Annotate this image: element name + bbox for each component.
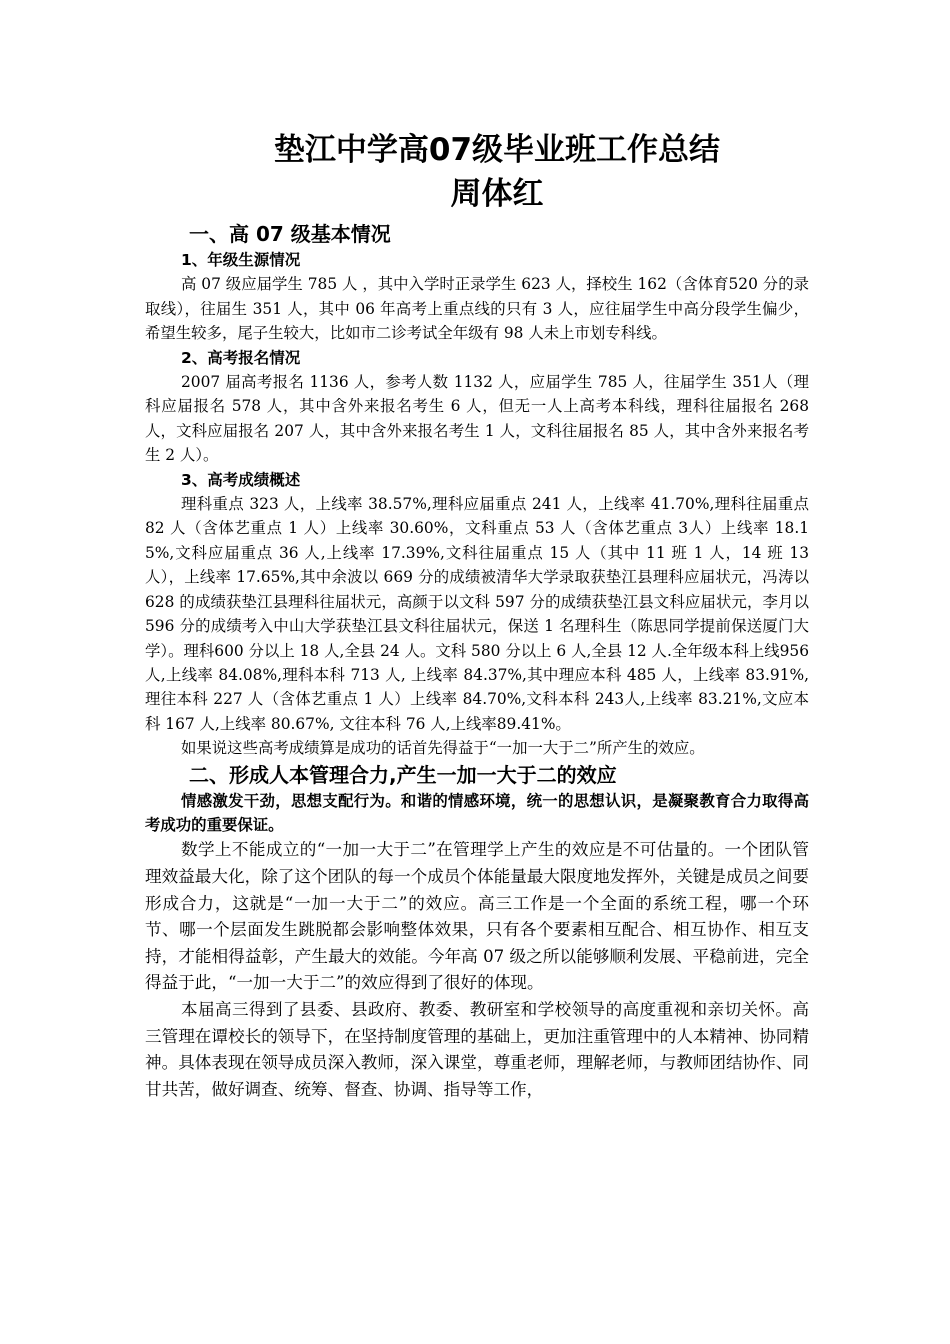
paragraph-results-conclusion: 如果说这些高考成绩算是成功的话首先得益于“一加一大于二”所产生的效应。 [181, 739, 705, 758]
subsection-heading-students: 1、年级生源情况 [181, 251, 301, 269]
subsection-heading-results: 3、高考成绩概述 [181, 470, 301, 489]
subsection-heading-registration: 2、高考报名情况 [181, 348, 301, 367]
document-author: 周体红 [450, 176, 544, 212]
paragraph-lead-bold: 情感激发干劲，思想支配行为。和谐的情感环境，统一的思想认识，是凝聚教育合力取得高考成功的重要保证。 [145, 791, 809, 834]
section-heading-2: 二、形成人本管理合力,产生一加一大于二的效应 [189, 762, 617, 787]
section-heading-1: 一、高 07 级基本情况 [189, 222, 391, 246]
document-title: 垫江中学高07级毕业班工作总结 [273, 132, 721, 168]
paragraph-results: 理科重点 323 人，上线率 38.57%,理科应届重点 241 人，上线率 41.70%,理科往届重点 82 人（含体艺重点 1 人）上线率 30.60%，文科重点 53 人（含体艺重点 3人）上线率 18.15%,文科应届重点 36 人,上线率 17.39%,文科往届重点 15 人（其中 11 班 1 人，14 班 13 人），上线率 17.65%,其中余波以 669 分的成绩被清华大学录取获垫江县理科应届状元，冯涛以 628 的成绩获垫江县理科往届状元，高颜于以文科 597 分的成绩获垫江县文科应届状元，李月以 596 分的成绩考入中山大学获垫江县文科往届状元，保送 1 名理科生（陈思同学提前保送厦门大学）。理科600 分以上 18 人,全县 24 人。文科 580 分以上 6 人,全县 12 人.全年级本科上线956 人,上线率 84.08%,理科本科 713 人, 上线率 84.37%,其中理应本科 485 人，上线率 83.91%,理往本科 227 人（含体艺重点 1 人）上线率 84.70%,文科本科 243人,上线率 83.21%,文应本科 167 人,上线率 80.67%, 文往本科 76 人,上线率89.41%。 [145, 495, 809, 733]
paragraph-leadership: 本届高三得到了县委、县政府、教委、教研室和学校领导的高度重视和亲切关怀。高三管理在谭校长的领导下，在坚持制度管理的基础上，更加注重管理中的人本精神、协同精神。具体表现在领导成员深入教师，深入课堂，尊重老师，理解老师，与教师团结协作、同甘共苦，做好调查、统筹、督查、协调、指导等工作， [145, 999, 809, 1099]
paragraph-registration: 2007 届高考报名 1136 人，参考人数 1132 人，应届学生 785 人，往届学生 351人（理科应届报名 578 人，其中含外来报名考生 6 人，但无一人上高考本科线，理科往届报名 268 人，文科应届报名 207 人，其中含外来报名考生 1 人，文科往届报名 85 人，其中含外来报名考生 2 人）。 [145, 373, 809, 465]
paragraph-synergy: 数学上不能成立的“一加一大于二”在管理学上产生的效应是不可估量的。一个团队管理效益最大化，除了这个团队的每一个成员个体能量最大限度地发挥外，关键是成员之间要形成合力，这就是“一加一大于二”的效应。高三工作是一个全面的系统工程，哪一个环节、哪一个层面发生跳脱都会影响整体效果，只有各个要素相互配合、相互协作、相互支持，才能相得益彰，产生最大的效能。今年高 07 级之所以能够顺利发展、平稳前进，完全得益于此，“一加一大于二”的效应得到了很好的体现。 [145, 840, 809, 993]
document-page [145, 128, 809, 1103]
paragraph-students: 高 07 级应届学生 785 人 ，其中入学时正录学生 623 人，择校生 162（含体育520 分的录取线），往届生 351 人，其中 06 年高考上重点线的只有 3 人，应往届学生中高分段学生偏少，希望生较多，尾子生较大，比如市二诊考试全年级有 98 人未上市划专科线。 [145, 275, 809, 343]
